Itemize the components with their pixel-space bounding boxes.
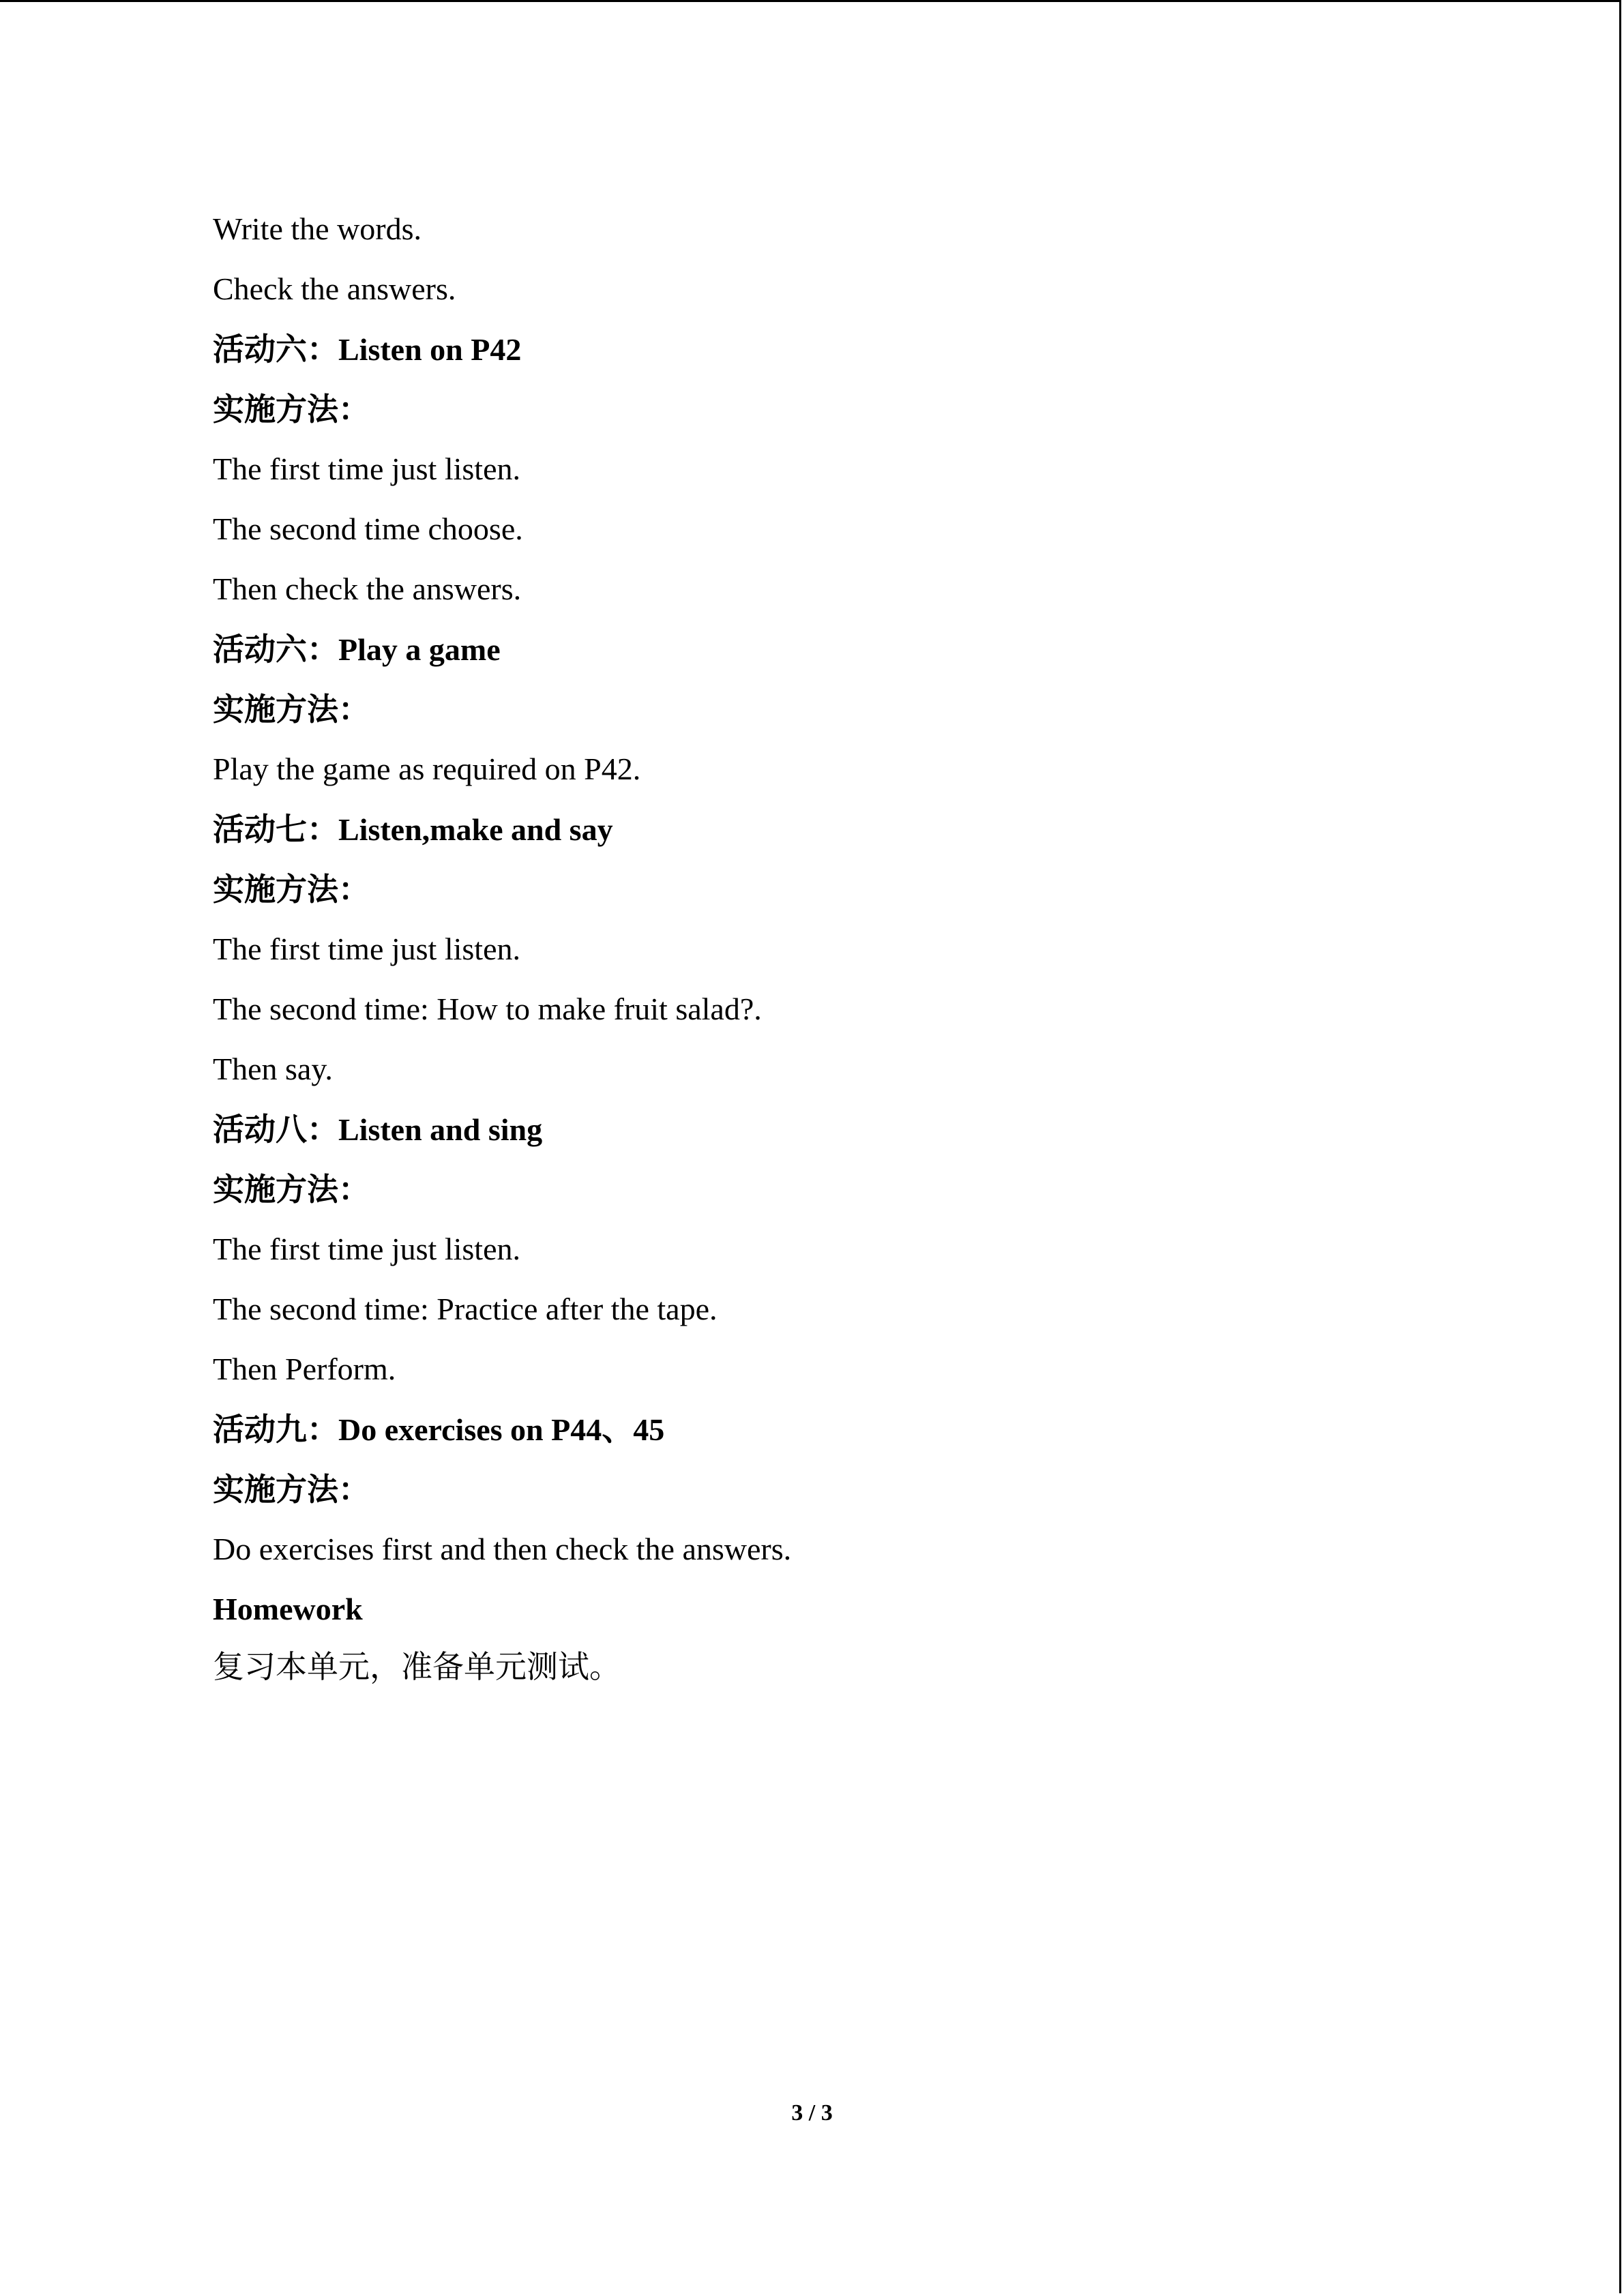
text-line: Do exercises first and then check the answers. xyxy=(213,1532,792,1566)
activity-title: Play a game xyxy=(338,632,501,667)
activity-heading xyxy=(213,329,521,370)
method-label: 实施方法： xyxy=(213,391,370,428)
text-line: Then say. xyxy=(213,1052,333,1086)
activity-heading xyxy=(213,1409,664,1450)
activity-heading xyxy=(213,629,501,670)
method-label: 实施方法： xyxy=(213,691,370,728)
text-line: The first time just listen. xyxy=(213,1232,520,1266)
homework-text: 复习本单元，准备单元测试。 xyxy=(213,1648,621,1685)
activity-number: 活动七： xyxy=(213,811,338,848)
homework-heading: Homework xyxy=(213,1592,363,1626)
text-line: The second time: How to make fruit salad?. xyxy=(213,992,762,1026)
text-line: Write the words. xyxy=(213,211,422,246)
text-line: Then Perform. xyxy=(213,1352,396,1386)
text-line: Then check the answers. xyxy=(213,571,522,606)
text-line: The second time choose. xyxy=(213,511,523,546)
text-line: The first time just listen. xyxy=(213,931,520,966)
method-label: 实施方法： xyxy=(213,1471,370,1508)
activity-number: 活动九： xyxy=(213,1411,338,1448)
text-line: Check the answers. xyxy=(213,271,456,306)
text-line: The first time just listen. xyxy=(213,451,520,486)
activity-title: Do exercises on P44、45 xyxy=(338,1412,665,1447)
activity-title: Listen and sing xyxy=(338,1112,543,1147)
activity-number: 活动六： xyxy=(213,631,338,668)
method-label: 实施方法： xyxy=(213,1171,370,1208)
method-label: 实施方法： xyxy=(213,871,370,908)
activity-number: 活动八： xyxy=(213,1111,338,1148)
activity-heading xyxy=(213,1109,542,1150)
text-line: Play the game as required on P42. xyxy=(213,751,641,786)
activity-heading xyxy=(213,809,613,850)
activity-title: Listen,make and say xyxy=(338,812,613,847)
text-line: The second time: Practice after the tape. xyxy=(213,1292,718,1326)
page-number: 3 / 3 xyxy=(791,2100,833,2126)
activity-title: Listen on P42 xyxy=(338,332,522,367)
activity-number: 活动六： xyxy=(213,331,338,368)
